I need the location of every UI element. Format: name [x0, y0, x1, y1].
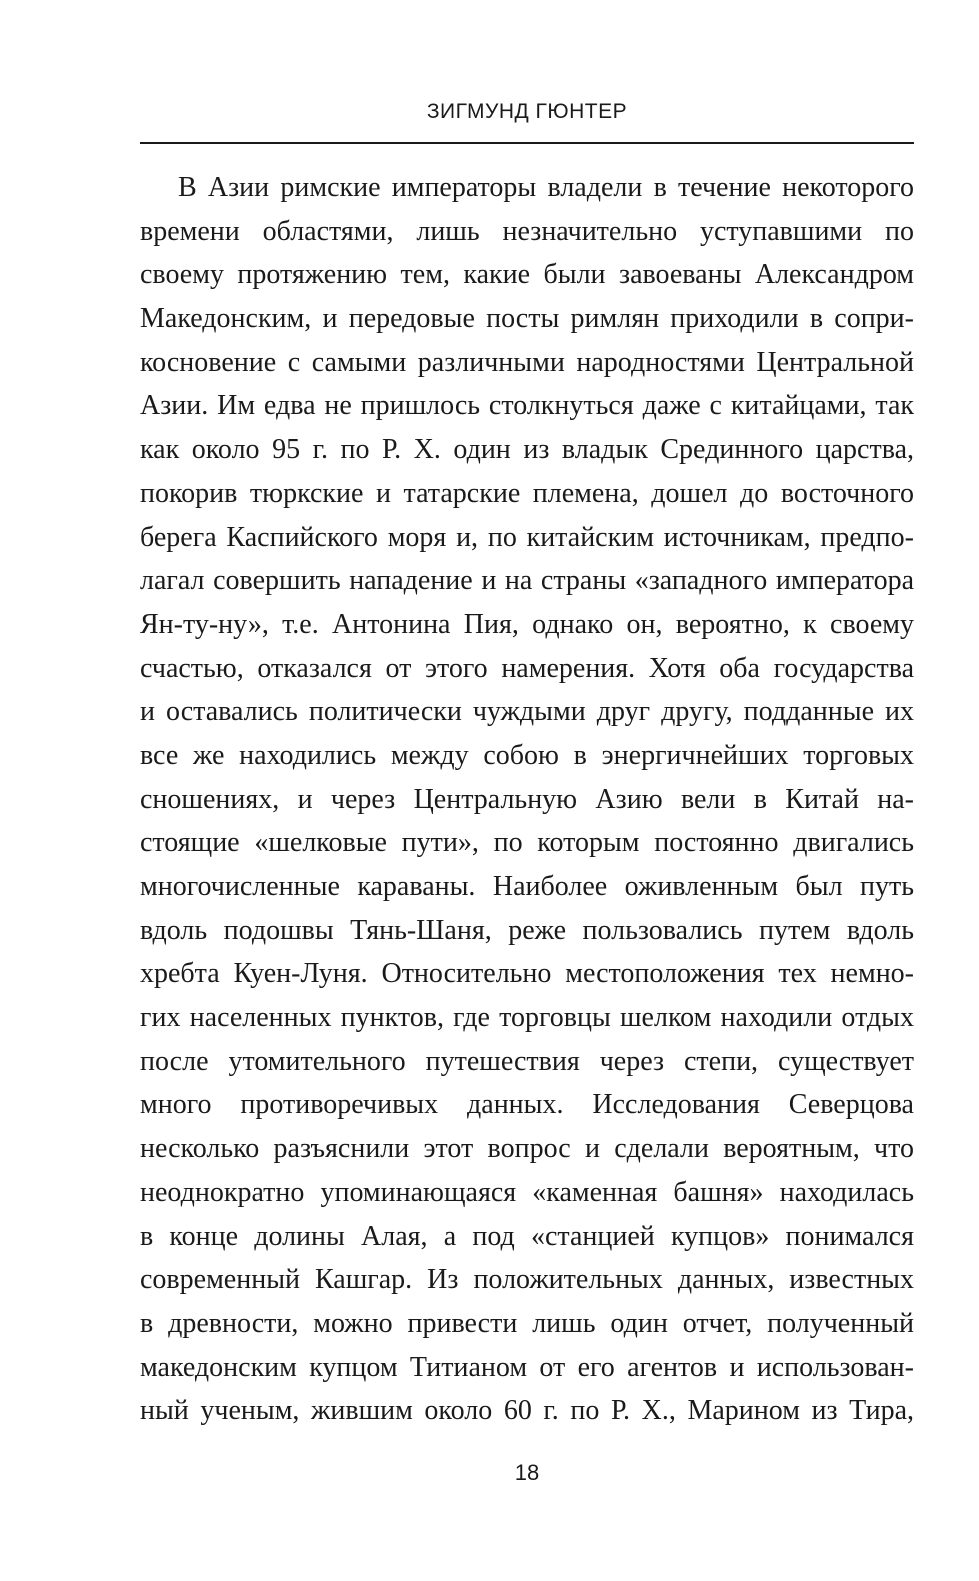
text-line: много противоречивых данных. Исследования Северцова [140, 1089, 914, 1121]
text-line: современный Кашгар. Из положительных данных, известных [140, 1264, 914, 1296]
text-line: сношениях, и через Центральную Азию вели в Китай на- [140, 783, 914, 815]
text-line: счастью, отказался от этого намерения. Хотя оба государства [140, 652, 914, 684]
running-head: ЗИГМУНД ГЮНТЕР [426, 100, 628, 123]
text-line: как около 95 г. по Р. Х. один из владык Срединного царства, [140, 434, 914, 466]
text-line: все же находились между собою в энергичнейших торговых [140, 739, 914, 771]
text-line: после утомительного путешествия через степи, существует [140, 1045, 914, 1077]
text-line: Ян-ту-ну», т.е. Антонина Пия, однако он, вероятно, к своему [140, 608, 914, 640]
body-paragraph [140, 166, 914, 1433]
text-line: В Азии римские императоры владели в течение некоторого [178, 172, 914, 203]
text-line: лагал совершить нападение и на страны «западного императора [140, 565, 914, 597]
text-line: времени областями, лишь незначительно уступавшими по [140, 215, 914, 247]
text-line: Азии. Им едва не пришлось столкнуться даже с китайцами, так [140, 390, 914, 422]
text-line: гих населенных пунктов, где торговцы шелком находили отдых [140, 1002, 914, 1034]
text-line: в древности, можно привести лишь один отчет, полученный [140, 1307, 914, 1339]
text-line: берега Каспийского моря и, по китайским источникам, предпо- [140, 521, 914, 553]
header-rule [140, 142, 914, 144]
text-line: вдоль подошвы Тянь-Шаня, реже пользовались путем вдоль [140, 914, 914, 946]
text-line: несколько разъяснили этот вопрос и сделали вероятным, что [140, 1133, 914, 1165]
text-line: хребта Куен-Луня. Относительно местоположения тех немно- [140, 958, 914, 990]
text-line: косновение с самыми различными народностями Центральной [140, 346, 914, 378]
text-line: и оставались политически чуждыми друг другу, подданные их [140, 696, 914, 728]
text-line: Македонским, и передовые посты римлян приходили в сопри- [140, 303, 914, 335]
text-line: покорив тюркские и татарские племена, дошел до восточного [140, 477, 914, 509]
text-line: многочисленные караваны. Наиболее оживленным был путь [140, 871, 914, 902]
text-line: неоднократно упоминающаяся «каменная башня» находилась [140, 1176, 914, 1208]
text-line: ный ученым, жившим около 60 г. по Р. Х., Марином из Тира, [140, 1395, 914, 1427]
page-number: 18 [514, 1460, 540, 1485]
text-line: македонским купцом Титианом от его агентов и использован- [140, 1351, 914, 1383]
text-line: стоящие «шелковые пути», по которым постоянно двигались [140, 827, 914, 859]
text-line: в конце долины Алая, а под «станцией купцов» понимался [140, 1220, 914, 1252]
text-line: своему протяжению тем, какие были завоеваны Александром [140, 259, 914, 291]
